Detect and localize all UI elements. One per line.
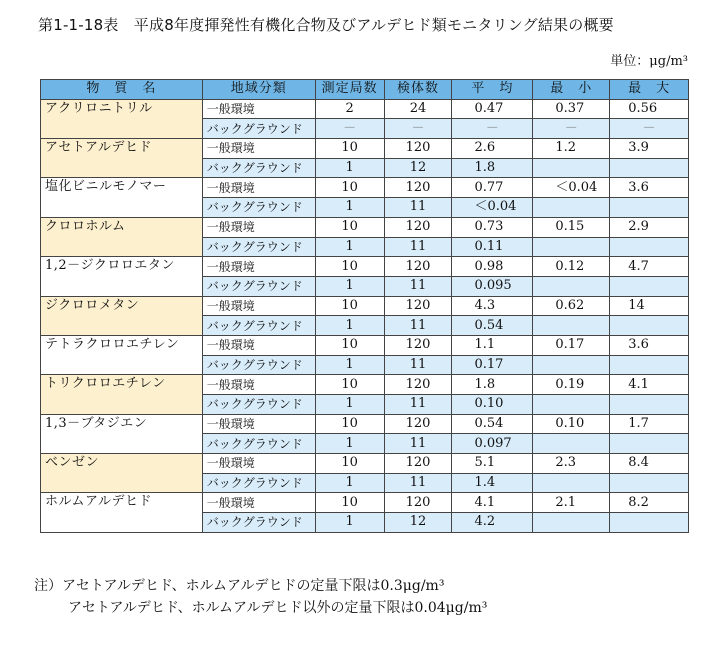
substance-name: 塩化ビニルモノマー <box>41 178 203 217</box>
stations-cell: 2 <box>315 99 384 119</box>
min-cell <box>533 434 610 454</box>
stations-cell: 1 <box>315 473 384 493</box>
samples-cell: 11 <box>384 237 452 257</box>
samples-cell: 120 <box>384 217 452 237</box>
table-row-general <box>41 375 689 395</box>
mean-cell: ＜0.04 <box>452 198 533 218</box>
mean-cell: 0.095 <box>452 276 533 296</box>
header-region: 地域分類 <box>202 80 315 100</box>
min-cell: 2.1 <box>533 493 610 513</box>
region-label: バックグラウンド <box>202 473 315 493</box>
region-label: バックグラウンド <box>202 237 315 257</box>
region-label: バックグラウンド <box>202 434 315 454</box>
stations-cell: 1 <box>315 158 384 178</box>
max-cell: 0.56 <box>610 99 689 119</box>
min-cell: ＜0.04 <box>533 178 610 198</box>
samples-cell: 11 <box>384 198 452 218</box>
substance-name: トリクロロエチレン <box>41 375 203 414</box>
header-mean: 平 均 <box>452 80 533 100</box>
table-row-general <box>41 493 689 513</box>
max-cell: 3.9 <box>610 139 689 159</box>
min-cell: 0.12 <box>533 257 610 277</box>
stations-cell: 1 <box>315 237 384 257</box>
samples-cell: 120 <box>384 414 452 434</box>
max-cell <box>610 395 689 415</box>
stations-cell: 10 <box>315 335 384 355</box>
table-row-general <box>41 454 689 474</box>
max-cell <box>610 355 689 375</box>
min-cell: － <box>533 119 610 139</box>
mean-cell: 1.8 <box>452 375 533 395</box>
samples-cell: 120 <box>384 454 452 474</box>
region-label: バックグラウンド <box>202 316 315 336</box>
footnote-2 <box>34 597 487 619</box>
min-cell: 0.10 <box>533 414 610 434</box>
min-cell <box>533 158 610 178</box>
samples-cell: 11 <box>384 434 452 454</box>
substance-name: ジクロロメタン <box>41 296 203 335</box>
stations-cell: 1 <box>315 513 384 533</box>
min-cell <box>533 198 610 218</box>
stations-cell: 10 <box>315 493 384 513</box>
mean-cell: 0.77 <box>452 178 533 198</box>
region-label: 一般環境 <box>202 493 315 513</box>
mean-cell: 1.8 <box>452 158 533 178</box>
min-cell <box>533 355 610 375</box>
header-stations: 測定局数 <box>315 80 384 100</box>
min-cell: 0.37 <box>533 99 610 119</box>
mean-cell: 5.1 <box>452 454 533 474</box>
region-label: 一般環境 <box>202 99 315 119</box>
substance-name: 1,3－ブタジエン <box>41 414 203 453</box>
stations-cell: 1 <box>315 198 384 218</box>
region-label: 一般環境 <box>202 414 315 434</box>
max-cell <box>610 513 689 533</box>
table-title: 第1-1-18表 平成8年度揮発性有機化合物及びアルデヒド類モニタリング結果の概要 <box>38 16 614 34</box>
footnote-text-2: アセトアルデヒド、ホルムアルデヒド以外の定量下限は0.04μg/m³ <box>68 600 488 616</box>
region-label: 一般環境 <box>202 178 315 198</box>
mean-cell: 4.1 <box>452 493 533 513</box>
mean-cell: 1.4 <box>452 473 533 493</box>
stations-cell: 10 <box>315 454 384 474</box>
footnote-1 <box>34 575 487 597</box>
region-label: バックグラウンド <box>202 158 315 178</box>
samples-cell: 120 <box>384 375 452 395</box>
stations-cell: 1 <box>315 276 384 296</box>
max-cell <box>610 434 689 454</box>
max-cell <box>610 237 689 257</box>
header-row <box>41 80 689 100</box>
min-cell: 0.19 <box>533 375 610 395</box>
max-cell: 8.2 <box>610 493 689 513</box>
stations-cell: 1 <box>315 316 384 336</box>
samples-cell: 120 <box>384 493 452 513</box>
mean-cell: 0.11 <box>452 237 533 257</box>
region-label: バックグラウンド <box>202 276 315 296</box>
samples-cell: 120 <box>384 257 452 277</box>
samples-cell: 11 <box>384 276 452 296</box>
region-label: 一般環境 <box>202 217 315 237</box>
max-cell <box>610 473 689 493</box>
samples-cell: 11 <box>384 395 452 415</box>
stations-cell: 1 <box>315 395 384 415</box>
stations-cell: 10 <box>315 217 384 237</box>
substance-name: クロロホルム <box>41 217 203 256</box>
max-cell: 3.6 <box>610 335 689 355</box>
region-label: 一般環境 <box>202 296 315 316</box>
region-label: バックグラウンド <box>202 395 315 415</box>
header-samples: 検体数 <box>384 80 452 100</box>
mean-cell: 0.47 <box>452 99 533 119</box>
mean-cell: 4.2 <box>452 513 533 533</box>
region-label: バックグラウンド <box>202 198 315 218</box>
max-cell: 4.7 <box>610 257 689 277</box>
min-cell: 2.3 <box>533 454 610 474</box>
max-cell: 2.9 <box>610 217 689 237</box>
samples-cell: 120 <box>384 178 452 198</box>
max-cell: 4.1 <box>610 375 689 395</box>
samples-cell: 11 <box>384 355 452 375</box>
min-cell <box>533 513 610 533</box>
stations-cell: － <box>315 119 384 139</box>
max-cell: 14 <box>610 296 689 316</box>
region-label: 一般環境 <box>202 257 315 277</box>
table-row-general <box>41 99 689 119</box>
substance-name: アセトアルデヒド <box>41 139 203 178</box>
region-label: 一般環境 <box>202 375 315 395</box>
mean-cell: 1.1 <box>452 335 533 355</box>
mean-cell: － <box>452 119 533 139</box>
table-body <box>41 99 689 532</box>
max-cell <box>610 316 689 336</box>
stations-cell: 10 <box>315 296 384 316</box>
region-label: バックグラウンド <box>202 513 315 533</box>
mean-cell: 0.73 <box>452 217 533 237</box>
stations-cell: 10 <box>315 257 384 277</box>
samples-cell: 24 <box>384 99 452 119</box>
region-label: 一般環境 <box>202 139 315 159</box>
stations-cell: 10 <box>315 178 384 198</box>
max-cell <box>610 198 689 218</box>
max-cell: － <box>610 119 689 139</box>
min-cell <box>533 237 610 257</box>
header-substance: 物 質 名 <box>41 80 203 100</box>
mean-cell: 0.98 <box>452 257 533 277</box>
min-cell <box>533 276 610 296</box>
min-cell <box>533 316 610 336</box>
header-min: 最 小 <box>533 80 610 100</box>
region-label: バックグラウンド <box>202 119 315 139</box>
region-label: バックグラウンド <box>202 355 315 375</box>
stations-cell: 1 <box>315 434 384 454</box>
mean-cell: 2.6 <box>452 139 533 159</box>
mean-cell: 0.54 <box>452 414 533 434</box>
substance-name: ベンゼン <box>41 454 203 493</box>
table-row-general <box>41 139 689 159</box>
min-cell: 0.17 <box>533 335 610 355</box>
samples-cell: 120 <box>384 335 452 355</box>
table-row-general <box>41 178 689 198</box>
table-row-general <box>41 257 689 277</box>
samples-cell: 12 <box>384 513 452 533</box>
region-label: 一般環境 <box>202 335 315 355</box>
min-cell: 0.15 <box>533 217 610 237</box>
min-cell: 0.62 <box>533 296 610 316</box>
min-cell: 1.2 <box>533 139 610 159</box>
monitoring-results-table <box>40 79 689 533</box>
min-cell <box>533 395 610 415</box>
region-label: 一般環境 <box>202 454 315 474</box>
samples-cell: － <box>384 119 452 139</box>
samples-cell: 11 <box>384 316 452 336</box>
table-row-general <box>41 414 689 434</box>
stations-cell: 10 <box>315 414 384 434</box>
mean-cell: 0.10 <box>452 395 533 415</box>
substance-name: テトラクロロエチレン <box>41 335 203 374</box>
substance-name: ホルムアルデヒド <box>41 493 203 532</box>
stations-cell: 1 <box>315 355 384 375</box>
substance-name: 1,2－ジクロロエタン <box>41 257 203 296</box>
max-cell <box>610 276 689 296</box>
header-max: 最 大 <box>610 80 689 100</box>
table-row-general <box>41 335 689 355</box>
min-cell <box>533 473 610 493</box>
unit-label: 単位：μg/m³ <box>610 54 688 69</box>
samples-cell: 120 <box>384 296 452 316</box>
samples-cell: 11 <box>384 473 452 493</box>
max-cell: 1.7 <box>610 414 689 434</box>
mean-cell: 0.17 <box>452 355 533 375</box>
substance-name: アクリロニトリル <box>41 99 203 138</box>
table-row-general <box>41 217 689 237</box>
samples-cell: 12 <box>384 158 452 178</box>
max-cell: 8.4 <box>610 454 689 474</box>
mean-cell: 0.097 <box>452 434 533 454</box>
max-cell <box>610 158 689 178</box>
stations-cell: 10 <box>315 139 384 159</box>
max-cell: 3.6 <box>610 178 689 198</box>
samples-cell: 120 <box>384 139 452 159</box>
footnotes <box>34 575 487 619</box>
mean-cell: 0.54 <box>452 316 533 336</box>
stations-cell: 10 <box>315 375 384 395</box>
table-row-general <box>41 296 689 316</box>
footnote-label: 注） <box>34 578 62 594</box>
mean-cell: 4.3 <box>452 296 533 316</box>
footnote-text-1: アセトアルデヒド、ホルムアルデヒドの定量下限は0.3μg/m³ <box>62 578 445 594</box>
